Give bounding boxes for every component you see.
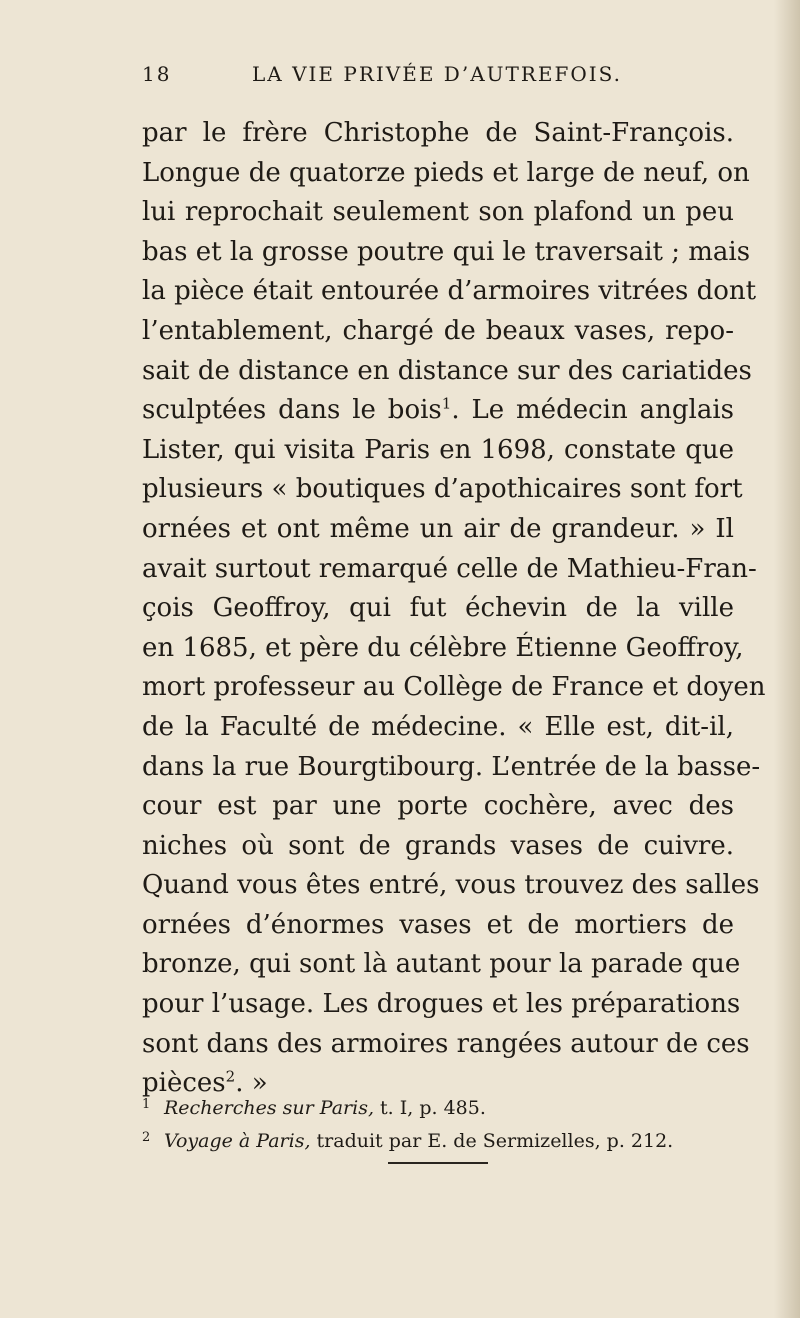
footnote-ref-1: 1 [441,394,452,413]
text-line: Lister, qui visita Paris en 1698, constate que [142,434,734,465]
text-line: bas et la grosse poutre qui le traversait ; mais [142,236,751,267]
text-line: Quand vous êtes entré, vous trouvez des salles [142,870,760,901]
closing-rule [388,1162,488,1164]
text-line: ornées et ont même un air de grandeur. » Il [142,513,734,544]
footnote-ref-2: 2 [225,1067,236,1086]
text-line: niches où sont de grands vases de cuivre. [142,830,734,861]
running-title: LA VIE PRIVÉE D’AUTREFOIS. [252,62,623,86]
running-header [142,62,732,96]
text-line: l’entablement, chargé de beaux vases, repo- [142,315,734,346]
text-line: sont dans des armoires rangées autour de ces [142,1028,750,1059]
text-line: de la Faculté de médecine. « Elle est, dit-il, [142,711,734,742]
footnote-2 [142,1123,742,1156]
footnotes [142,1090,742,1156]
text-line: bronze, qui sont là autant pour la parade que [142,949,741,980]
footnote-citation: t. I, p. 485. [373,1097,486,1119]
footnote-mark: 2 [142,1130,151,1145]
text-line: dans la rue Bourgtibourg. L’entrée de la basse- [142,751,761,782]
text-line: en 1685, et père du célèbre Étienne Geoffroy, [142,632,744,663]
text-line: par le frère Christophe de Saint-François. [142,118,734,148]
body-text [142,114,766,1104]
page-edge-shadow [774,0,800,1318]
text-segment: pièces [142,1068,226,1099]
text-line-with-footnote-ref [142,391,734,431]
footnote-mark: 1 [142,1097,151,1112]
text-line: la pièce était entourée d’armoires vitrées dont [142,276,757,307]
footnote-1 [142,1090,742,1123]
text-line: sait de distance en distance sur des cariatides [142,355,752,386]
text-line: pour l’usage. Les drogues et les préparations [142,989,741,1020]
text-line: Longue de quatorze pieds et large de neuf, on [142,157,750,188]
page-number: 18 [142,62,172,86]
text-segment: sculptées dans le bois [142,395,442,426]
text-line: lui reprochait seulement son plafond un peu [142,197,734,228]
text-line: mort professeur au Collège de France et doyen [142,672,766,703]
footnote-work-title: Recherches sur Paris, [164,1097,374,1119]
text-line: ornées d’énormes vases et de mortiers de [142,909,734,940]
text-segment: . » [235,1068,268,1099]
text-line: çois Geoffroy, qui fut échevin de la ville [142,593,734,624]
footnote-citation: traduit par E. de Sermizelles, p. 212. [310,1130,674,1152]
text-segment: . Le médecin anglais [451,395,734,426]
text-line: avait surtout remarqué celle de Mathieu-Fran- [142,553,757,584]
footnote-work-title: Voyage à Paris, [164,1130,311,1152]
text-line: cour est par une porte cochère, avec des [142,791,734,822]
text-line: plusieurs « boutiques d’apothicaires sont fort [142,474,743,505]
